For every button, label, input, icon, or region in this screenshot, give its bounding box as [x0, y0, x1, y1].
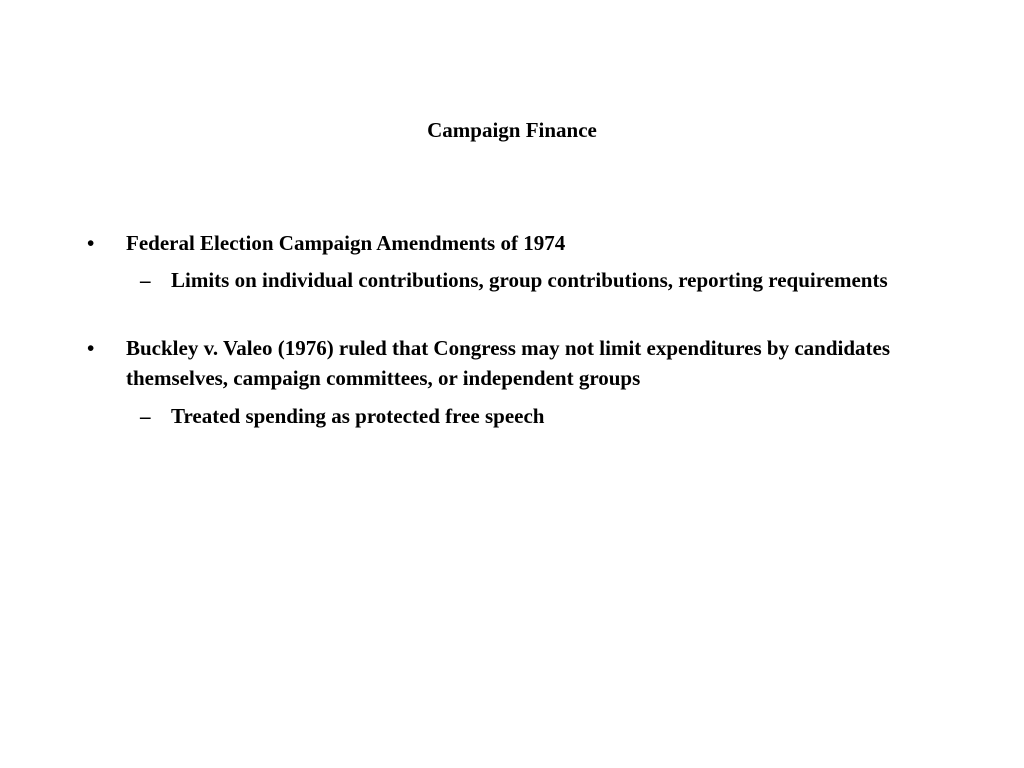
bullet-marker: • [87, 336, 95, 360]
sub-bullet-text: Limits on individual contributions, group contributions, reporting requirements [171, 268, 888, 292]
sub-bullet-text: Treated spending as protected free speech [171, 404, 545, 428]
slide-title: Campaign Finance [427, 118, 597, 142]
bullet-text: Buckley v. Valeo (1976) ruled that Congress may not limit expenditures by candidates themselves, campaign committees, or independent groups [126, 336, 891, 390]
sub-bullet-marker: – [140, 268, 151, 292]
sub-bullet-marker: – [140, 404, 151, 428]
bullet-text: Federal Election Campaign Amendments of 1974 [126, 231, 566, 255]
bullet-marker: • [87, 231, 95, 255]
